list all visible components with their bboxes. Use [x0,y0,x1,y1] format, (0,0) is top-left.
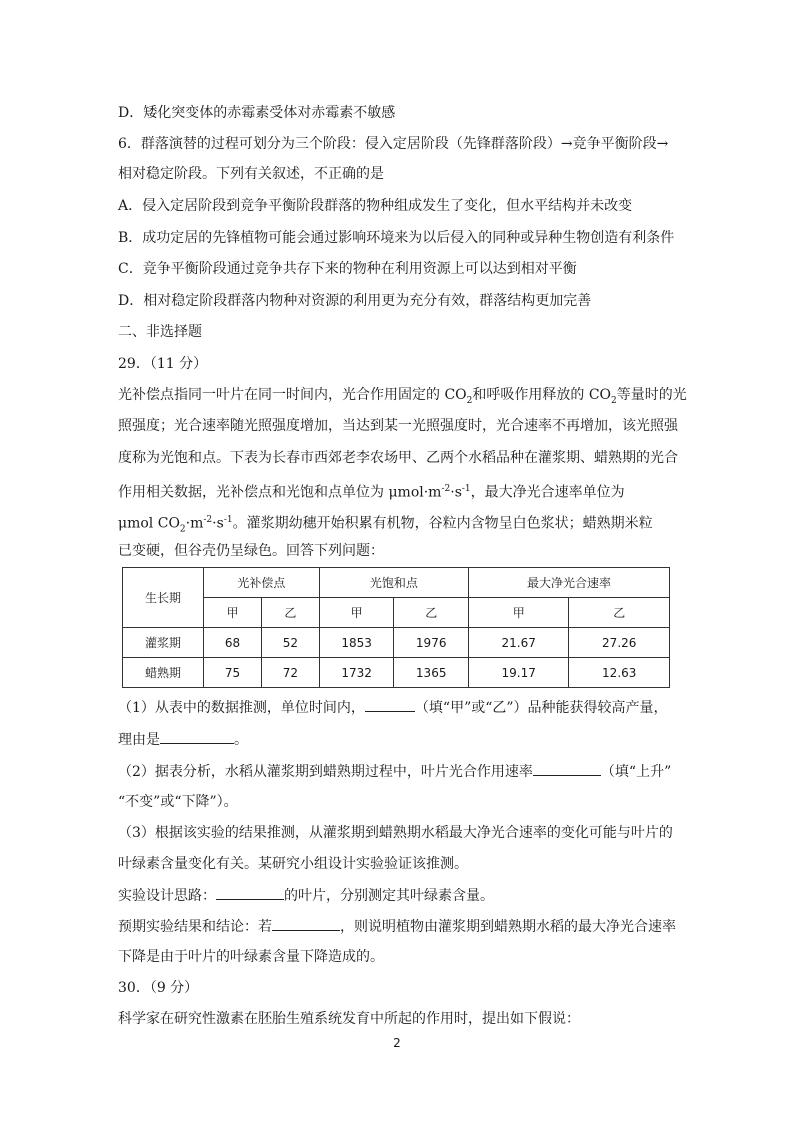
sub-question-1: （1）从表中的数据推测，单位时间内， （填“甲”或“乙”）品种能获得较高产量， [118,697,668,718]
header-compensation-point: 光补偿点 [204,568,320,598]
table-cell: 27.26 [569,628,670,658]
question-30-stem: 科学家在研究性激素在胚胎生殖系统发育中所起的作用时，提出如下假说： [118,1011,580,1027]
answer-blank [160,729,234,744]
answer-blank [365,697,415,712]
header-stage: 生长期 [123,568,204,628]
option-c: C．竞争平衡阶段通过竞争共存下来的物种在利用资源上可以达到相对平衡 [118,261,577,277]
expected-result: 预期实验结果和结论：若 ，则说明植物由灌浆期到蜡熟期水稻的最大净光合速率 [118,916,676,937]
sub-question-3: （3）根据该实验的结果推测，从灌浆期到蜡熟期水稻最大净光合速率的变化可能与叶片的 [118,825,673,841]
answer-blank [533,761,601,776]
table-cell: 75 [204,658,262,688]
table-cell: 21.67 [468,628,568,658]
sub-header-jia: 甲 [319,598,394,628]
sub-header-yi: 乙 [261,598,319,628]
table-cell: 1853 [319,628,394,658]
table-cell: 72 [261,658,319,688]
sub-question-1-cont: 理由是 。 [118,729,248,750]
question-29-header: 29．（11 分） [118,356,208,372]
option-b: B．成功定居的先锋植物可能会通过影响环境来为以后侵入的同种或异种生物创造有利条件 [118,230,675,246]
row-stage: 蜡熟期 [123,658,204,688]
table-cell: 52 [261,628,319,658]
row-stage: 灌浆期 [123,628,204,658]
section-heading: 二、非选择题 [118,324,202,340]
sub-question-2-cont: “不变”或“下降”）。 [118,794,238,810]
header-saturation-point: 光饱和点 [319,568,468,598]
sub-header-yi: 乙 [569,598,670,628]
answer-blank [272,916,340,931]
q29-para-line2: 照强度；光合速率随光照强度增加，当达到某一光照强度时，光合速率不再增加，该光照强 [118,418,678,434]
page-number: 2 [393,1036,401,1050]
answer-blank [216,885,284,900]
option-d: D．相对稳定阶段群落内物种对资源的利用更为充分有效，群落结构更加完善 [118,293,592,309]
data-table [122,567,670,688]
sub-header-jia: 甲 [204,598,262,628]
table-cell: 1365 [394,658,469,688]
question-6-stem: 6．群落演替的过程可划分为三个阶段：侵入定居阶段（先锋群落阶段）→竞争平衡阶段→ [118,136,669,152]
table-row [123,658,670,688]
table-cell: 12.63 [569,658,670,688]
table-cell: 1976 [394,628,469,658]
experiment-design: 实验设计思路： 的叶片，分别测定其叶绿素含量。 [118,885,494,906]
question-6-stem-cont: 相对稳定阶段。下列有关叙述，不正确的是 [118,166,384,182]
table-row [123,628,670,658]
table-cell: 1732 [319,658,394,688]
q29-para-line1: 光补偿点指同一叶片在同一时间内，光合作用固定的 $CO_2$和呼吸作用释放的 $CO_2$等量时的光 [118,387,687,406]
sub-header-jia: 甲 [468,598,568,628]
option-d-q5: D．矮化突变体的赤霉素受体对赤霉素不敏感 [118,105,396,121]
q29-para-line5: μmol $CO_2\cdot m^{-2}\cdot s^{-1}$。灌浆期幼穗开始积累有机物，谷粒内含物呈白色浆状；蜡熟期米粒 [118,515,653,535]
table-cell: 68 [204,628,262,658]
header-max-net-rate: 最大净光合速率 [468,568,669,598]
sub-question-2: （2）据表分析，水稻从灌浆期到蜡熟期过程中，叶片光合作用速率 （填“上升” [118,761,671,782]
expected-result-cont: 下降是由于叶片的叶绿素含量下降造成的。 [118,949,384,965]
table-cell: 19.17 [468,658,568,688]
option-a: A．侵入定居阶段到竞争平衡阶段群落的物种组成发生了变化，但水平结构并未改变 [118,198,633,214]
q29-para-line4: 作用相关数据，光补偿点和光饱和点单位为 $\mu mol\cdot m^{-2}\cdot s^{-1}$，最大净光合速率单位为 [118,484,625,501]
q29-para-line6: 已变硬，但谷壳仍呈绿色。回答下列问题： [118,543,384,559]
sub-header-yi: 乙 [394,598,469,628]
sub-question-3-cont: 叶绿素含量变化有关。某研究小组设计实验验证该推测。 [118,856,468,872]
question-30-header: 30．（9 分） [118,980,199,996]
q29-para-line3: 度称为光饱和点。下表为长春市西郊老李农场甲、乙两个水稻品种在灌浆期、蜡熟期的光合 [118,450,678,466]
